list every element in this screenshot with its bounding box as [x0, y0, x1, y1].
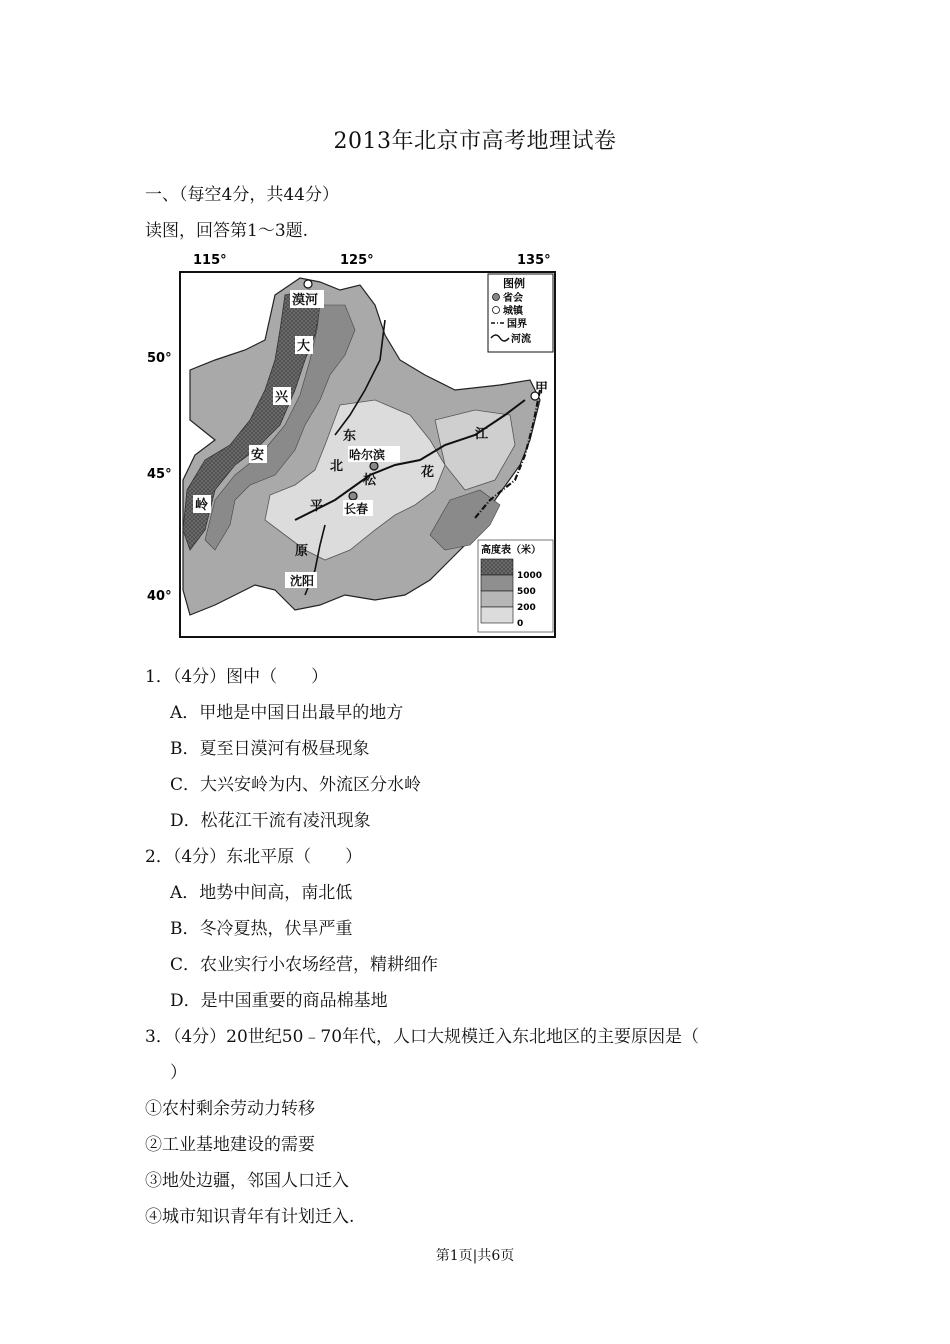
map-legend [488, 274, 553, 352]
lat-label-40: 40° [147, 589, 172, 604]
legend-title: 图例 [503, 277, 525, 290]
legend-item-border: 国界 [507, 319, 527, 330]
question-1-stem: 1．（4分）图中（ ） [145, 667, 329, 687]
question-intro: 读图，回答第1～3题. [145, 221, 309, 241]
question-1-option-d: D．松花江干流有凌汛现象 [170, 811, 371, 831]
question-1-option-b: B．夏至日漠河有极昼现象 [170, 739, 370, 759]
map-figure [145, 250, 565, 645]
label-song: 松 [363, 473, 377, 488]
lon-label-135: 135° [517, 253, 551, 268]
question-3-statement-2: ②工业基地建设的需要 [145, 1135, 315, 1155]
legend-capital-icon [493, 294, 500, 301]
elevation-scale [478, 540, 553, 632]
label-dong: 东 [343, 429, 357, 444]
section-heading: 一、（每空4分，共44分） [145, 185, 339, 205]
label-changchun: 长春 [344, 502, 369, 516]
northeast-china-map [145, 250, 565, 645]
elevation-level-500: 500 [517, 587, 536, 597]
label-bei: 北 [330, 459, 344, 474]
page-footer: 第1页|共6页 [435, 1248, 515, 1264]
label-yuan: 原 [295, 544, 309, 559]
question-2-stem: 2．（4分）东北平原（ ） [145, 847, 363, 867]
label-harbin: 哈尔滨 [349, 448, 386, 462]
question-3-stem: 3．（4分）20世纪50﹣70年代，人口大规模迁入东北地区的主要原因是（ [145, 1027, 700, 1047]
label-ling: 岭 [195, 498, 209, 513]
page-title: 2013年北京市高考地理试卷 [333, 129, 617, 154]
legend-item-river: 河流 [511, 334, 531, 345]
question-3-statement-1: ①农村剩余劳动力转移 [145, 1099, 315, 1119]
lat-label-50: 50° [147, 351, 172, 366]
lon-label-115: 115° [193, 253, 227, 268]
label-ping: 平 [310, 499, 324, 514]
label-jiang: 江 [475, 427, 489, 442]
question-3-statement-4: ④城市知识青年有计划迁入. [145, 1207, 355, 1227]
elevation-swatch-200 [481, 591, 513, 607]
question-3-statement-3: ③地处边疆，邻国人口迁入 [145, 1171, 349, 1191]
legend-item-town: 城镇 [503, 306, 523, 317]
label-hua: 花 [421, 465, 435, 480]
label-mohe: 漠河 [292, 293, 319, 308]
question-1-option-c: C．大兴安岭为内、外流区分水岭 [170, 775, 422, 795]
mohe-town-marker [304, 280, 312, 288]
label-shenyang: 沈阳 [290, 574, 315, 588]
label-da: 大 [297, 339, 311, 354]
harbin-capital-marker [370, 462, 378, 470]
changchun-capital-marker [349, 492, 357, 500]
lat-label-45: 45° [147, 467, 172, 482]
question-2-option-c: C．农业实行小农场经营，精耕细作 [170, 955, 439, 975]
question-2-option-d: D．是中国重要的商品棉基地 [170, 991, 388, 1011]
label-an: 安 [251, 448, 265, 463]
elevation-level-0: 0 [517, 619, 524, 629]
question-3-stem-continued: ） [170, 1063, 187, 1083]
elevation-title: 高度表（米） [481, 545, 541, 556]
label-jia: 甲 [535, 381, 549, 396]
elevation-level-200: 200 [517, 603, 536, 613]
legend-town-icon [493, 307, 500, 314]
elevation-swatch-1000 [481, 559, 513, 575]
elevation-swatch-500 [481, 575, 513, 591]
elevation-swatch-0 [481, 607, 513, 623]
question-2-option-a: A．地势中间高，南北低 [170, 883, 353, 903]
lon-label-125: 125° [340, 253, 374, 268]
question-2-option-b: B．冬冷夏热，伏旱严重 [170, 919, 353, 939]
elevation-level-1000: 1000 [517, 571, 543, 581]
question-1-option-a: A．甲地是中国日出最早的地方 [170, 703, 404, 723]
legend-item-capital: 省会 [503, 293, 523, 304]
label-xing: 兴 [275, 390, 289, 405]
